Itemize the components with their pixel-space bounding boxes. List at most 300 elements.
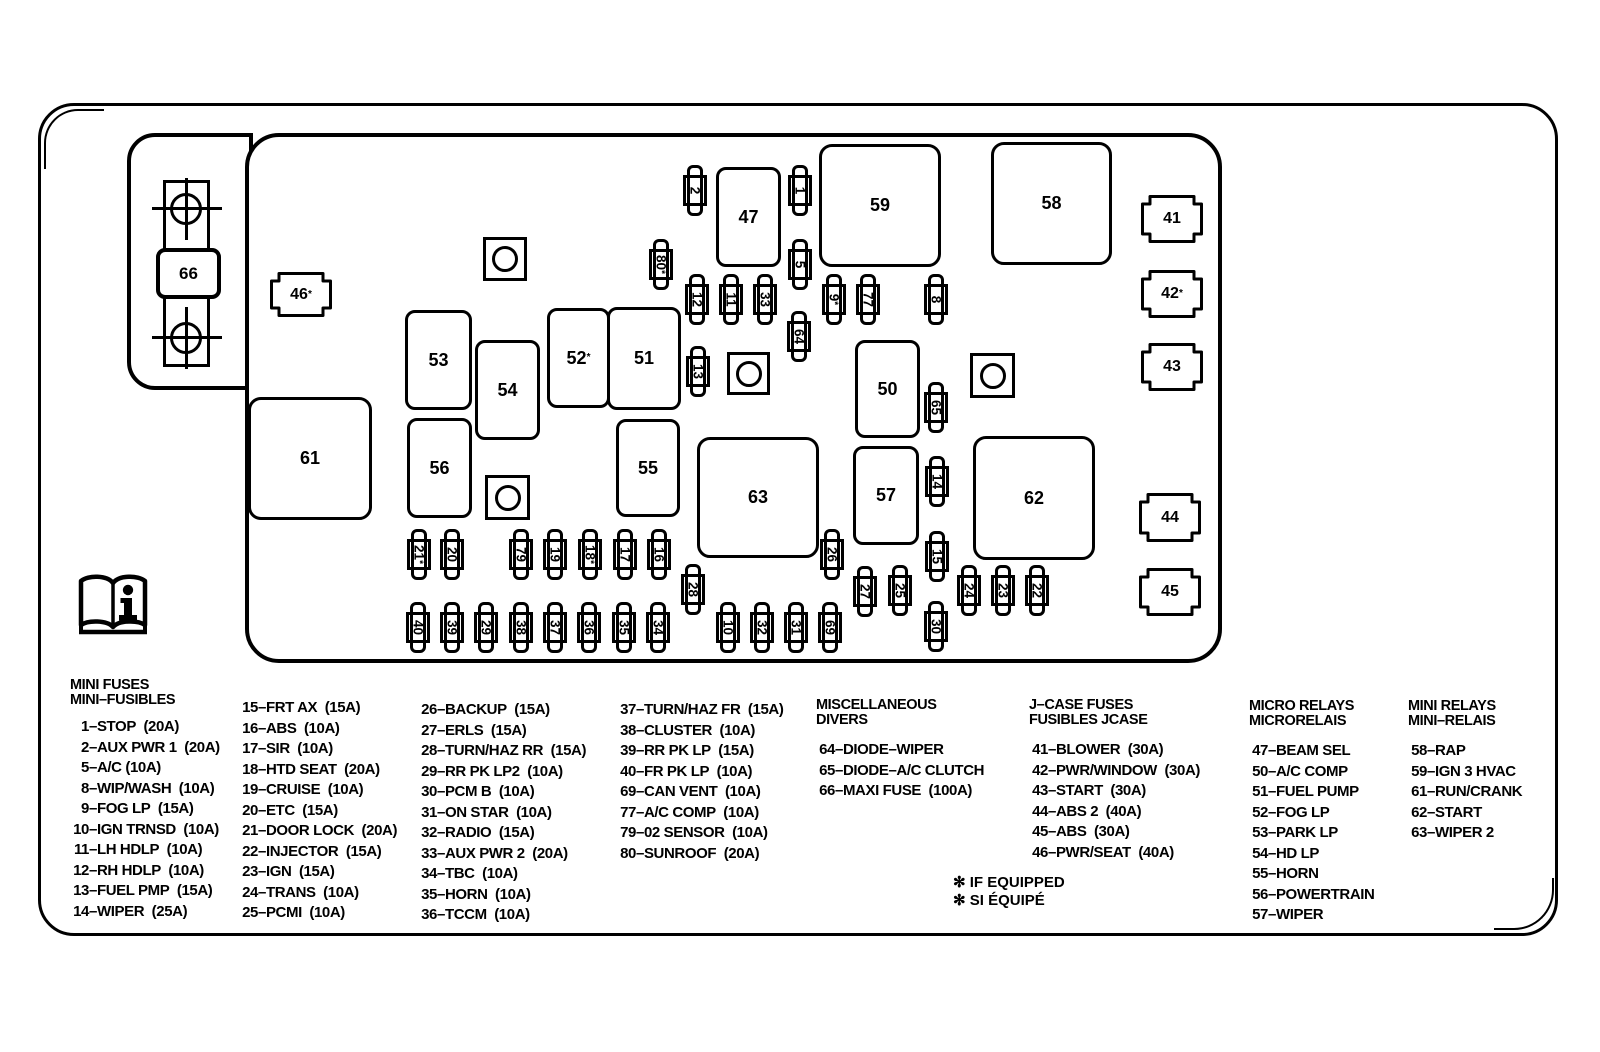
legend-item-label: IGN TRNSD (10A) — [96, 820, 219, 838]
mini-fuse-label: 10 — [720, 619, 736, 636]
legend-item-number: 21 — [242, 822, 258, 840]
legend-item-number: 38 — [620, 721, 636, 739]
legend-item-30 — [418, 782, 586, 803]
legend-item-number: 63 — [1411, 824, 1427, 842]
legend-item-label: INJECTOR (15A) — [265, 842, 382, 860]
legend-item-label: 02 SENSOR (10A) — [643, 824, 768, 842]
legend-item-63 — [1408, 823, 1522, 844]
legend-item-dash: – — [258, 760, 266, 778]
legend-column-header: FUSIBLES JCASE — [1029, 711, 1148, 728]
mini-fuse-28 — [681, 564, 705, 615]
legend-item-number: 12 — [73, 861, 89, 879]
legend-item-dash: – — [1427, 783, 1435, 801]
legend-item-dash: – — [437, 844, 445, 862]
legend-item-number: 44 — [1032, 802, 1048, 820]
legend-item-dash: – — [1268, 803, 1276, 821]
legend-item-dash: – — [1427, 824, 1435, 842]
relay-52: 52 * — [547, 308, 610, 408]
legend-item-dash: – — [1268, 824, 1276, 842]
legend-item-dash: – — [89, 779, 97, 797]
mini-fuse-label: 69 — [822, 619, 838, 636]
legend-item-number: 53 — [1252, 824, 1268, 842]
legend-item-41 — [1029, 740, 1200, 761]
relay-label: 52 — [566, 347, 587, 368]
relay-label: 51 — [633, 348, 655, 368]
legend-item-label: RR PK LP (15A) — [643, 742, 754, 760]
legend-column-3 — [617, 700, 783, 864]
relay-label: 54 — [497, 379, 518, 400]
relay-label: 55 — [637, 457, 659, 478]
bolt-icon — [170, 322, 202, 354]
legend-item-number: 69 — [620, 783, 636, 801]
relay-label: 47 — [738, 206, 759, 227]
legend-item-dash: – — [437, 885, 445, 903]
legend-item-label: LH HDLP (10A) — [96, 841, 203, 859]
relay-label: 56 — [429, 457, 450, 478]
legend-column-header: MINI RELAYS — [1408, 698, 1496, 714]
legend-item-43 — [1029, 781, 1200, 802]
legend-item-label: BLOWER (30A) — [1055, 741, 1164, 758]
legend-item-dash: – — [1268, 762, 1276, 780]
mini-fuse-label: 1 — [792, 186, 808, 195]
legend-item-dash: – — [636, 701, 644, 718]
legend-item-label: AUX PWR 2 (20A) — [444, 844, 568, 862]
legend-item-33 — [418, 844, 586, 865]
mini-fuse-label: 27 — [857, 583, 873, 600]
note-star-icon: ✻ — [953, 874, 966, 891]
footnote-0 — [953, 874, 1065, 892]
legend-item-dash: – — [1048, 823, 1056, 841]
legend-item-29 — [418, 762, 586, 783]
legend-item-label: DOOR LOCK (20A) — [265, 822, 398, 840]
legend-item-number: 36 — [421, 906, 437, 924]
legend-item-label: HTD SEAT (20A) — [265, 760, 380, 778]
legend-item-label: RR PK LP2 (10A) — [444, 762, 563, 780]
mini-fuse-label: 40 — [410, 619, 426, 636]
legend-item-dash: – — [636, 803, 644, 821]
legend-item-dash: – — [89, 861, 97, 879]
mini-fuse-label: 77 — [860, 291, 876, 308]
legend-item-label: PCM B (10A) — [444, 783, 535, 801]
legend-item-label: PWR/WINDOW (30A) — [1055, 761, 1200, 779]
legend-item-36 — [418, 905, 586, 926]
mini-fuse-21: 21 * — [407, 529, 431, 580]
note-star-icon: ✻ — [953, 891, 966, 909]
legend-item-label: A/C COMP — [1275, 762, 1348, 780]
legend-item-number: 30 — [421, 783, 437, 801]
legend-item-label: AUX PWR 1 (20A) — [96, 738, 220, 756]
mini-fuse-label: 18 — [582, 545, 598, 561]
mini-fuse-19 — [543, 529, 567, 580]
mini-fuse-label: 2 — [687, 186, 703, 195]
legend-item-dash: – — [437, 803, 445, 821]
mounting-hole — [485, 475, 530, 520]
legend-item-number: 35 — [421, 885, 437, 903]
legend-item-51 — [1249, 782, 1374, 803]
legend-item-dash: – — [89, 738, 97, 756]
mini-fuse-label: 29 — [478, 619, 494, 636]
legend-item-27 — [418, 721, 586, 742]
relay-label: 53 — [428, 349, 449, 370]
mini-fuse-36 — [577, 602, 601, 653]
legend-item-number: 13 — [73, 882, 89, 900]
legend-item-dash: – — [89, 882, 97, 900]
legend-column-header: MINI FUSES — [70, 677, 149, 693]
mini-fuse-18: 18 * — [578, 529, 602, 580]
legend-item-label: FUEL PUMP — [1275, 783, 1359, 801]
legend-item-19 — [239, 780, 397, 801]
legend-item-dash: – — [437, 824, 445, 842]
legend-item-dash: – — [437, 742, 445, 760]
legend-item-dash: – — [636, 742, 644, 760]
legend-column-header: MINI–RELAIS — [1408, 712, 1496, 729]
mini-fuse-16 — [647, 529, 671, 580]
legend-item-label: RUN/CRANK — [1434, 783, 1523, 801]
legend-column-header: MISCELLANEOUS — [816, 697, 937, 713]
legend-item-number: 59 — [1411, 762, 1427, 780]
legend-item-47 — [1249, 741, 1374, 762]
legend-item-number: 16 — [242, 719, 258, 737]
legend-item-label: HORN (10A) — [444, 885, 531, 903]
jcase-fuse-46: 46 * — [270, 272, 332, 317]
legend-item-number: 58 — [1411, 742, 1427, 759]
legend-item-50 — [1249, 762, 1374, 783]
legend-item-number: 62 — [1411, 803, 1427, 821]
legend-item-label: TURN/HAZ RR (15A) — [444, 742, 587, 760]
legend-item-number: 11 — [73, 841, 89, 859]
legend-item-number: 56 — [1252, 885, 1268, 903]
legend-item-number: 37 — [620, 701, 636, 718]
legend-item-dash: – — [437, 721, 445, 739]
owners-manual-book-icon — [72, 571, 154, 641]
legend-item-number: 25 — [242, 904, 258, 922]
legend-item-label: WIP/WASH (10A) — [96, 779, 215, 797]
legend-item-18 — [239, 760, 397, 781]
legend-item-14 — [70, 902, 220, 923]
mini-fuse-label: 26 — [824, 546, 840, 563]
legend-item-label: WIPER 2 — [1434, 824, 1494, 842]
legend-item-dash: – — [89, 841, 97, 859]
maxi-fuse-66-label: 66 — [179, 263, 198, 283]
legend-item-dash: – — [1048, 782, 1056, 800]
maxi-fuse-66 — [156, 248, 221, 299]
mini-fuse-label: 36 — [581, 619, 597, 636]
mini-fuse-27 — [853, 566, 877, 617]
mini-fuse-13 — [686, 346, 710, 397]
legend-item-number: 9 — [81, 800, 89, 818]
relay-63 — [697, 437, 819, 558]
legend-item-number: 29 — [421, 762, 437, 780]
relay-50 — [855, 340, 920, 438]
jcase-fuse-label: 43 — [1163, 358, 1181, 375]
legend-item-dash: – — [89, 718, 97, 735]
legend-item-number: 14 — [73, 902, 89, 920]
legend-item-5 — [70, 758, 220, 779]
legend-item-32 — [418, 823, 586, 844]
footnote-text: IF EQUIPPED — [969, 874, 1065, 891]
legend-item-number: 34 — [421, 865, 437, 883]
mini-fuse-33 — [753, 274, 777, 325]
legend-column-header: DIVERS — [816, 711, 868, 728]
mini-fuse-label: 25 — [892, 582, 908, 599]
mini-fuse-label: 37 — [547, 619, 563, 636]
legend-item-number: 8 — [81, 779, 89, 797]
legend-item-53 — [1249, 823, 1374, 844]
legend-item-40 — [617, 762, 783, 783]
mini-fuse-label: 31 — [788, 619, 804, 636]
legend-item-label: ABS (10A) — [265, 719, 340, 737]
jcase-fuse-label: 46 — [290, 285, 308, 303]
legend-item-dash: – — [1427, 803, 1435, 821]
mini-fuse-label: 9 — [826, 293, 842, 302]
legend-item-12 — [70, 861, 220, 882]
legend-item-62 — [1408, 803, 1522, 824]
legend-item-37 — [617, 700, 783, 721]
legend-item-54 — [1249, 844, 1374, 865]
mini-fuse-label: 22 — [1029, 582, 1045, 599]
relay-59 — [819, 144, 941, 267]
legend-item-61 — [1408, 782, 1522, 803]
jcase-fuse-44 — [1139, 493, 1201, 542]
legend-item-42 — [1029, 761, 1200, 782]
legend-item-number: 57 — [1252, 906, 1268, 924]
legend-item-dash: – — [1268, 742, 1276, 759]
legend-item-label: START (30A) — [1055, 782, 1146, 800]
relay-51 — [607, 307, 681, 410]
relay-label: 59 — [869, 195, 891, 215]
legend-item-label: IGN (15A) — [265, 863, 335, 881]
legend-column-0 — [70, 678, 220, 922]
mini-fuse-label: 17 — [617, 546, 633, 563]
mini-fuse-15 — [925, 531, 949, 582]
relay-61 — [248, 397, 372, 520]
bolt-icon — [170, 193, 202, 225]
legend-item-dash: – — [835, 782, 843, 800]
mounting-hole-circle-icon — [980, 363, 1006, 389]
legend-column-header: J–CASE FUSES — [1029, 697, 1133, 713]
relay-57 — [853, 446, 919, 545]
relay-label: 57 — [875, 485, 897, 505]
legend-item-dash: – — [258, 904, 266, 922]
legend-item-number: 31 — [421, 803, 437, 821]
legend-item-dash: – — [258, 781, 266, 799]
mini-fuse-30 — [924, 601, 948, 652]
legend-item-number: 52 — [1252, 803, 1268, 821]
legend-item-11 — [70, 840, 220, 861]
legend-item-number: 20 — [242, 801, 258, 819]
legend-item-dash: – — [1427, 742, 1435, 759]
legend-item-label: START — [1434, 803, 1482, 821]
legend-item-label: DIODE–WIPER — [842, 741, 944, 758]
legend-item-number: 22 — [242, 842, 258, 860]
legend-item-20 — [239, 801, 397, 822]
legend-item-label: PWR/SEAT (40A) — [1055, 843, 1174, 861]
legend-item-69 — [617, 782, 783, 803]
legend-item-77 — [617, 803, 783, 824]
legend-item-number: 17 — [242, 740, 258, 758]
legend-item-52 — [1249, 803, 1374, 824]
legend-item-dash: – — [437, 906, 445, 924]
legend-item-dash: – — [258, 740, 266, 758]
legend-item-9 — [70, 799, 220, 820]
legend-item-10 — [70, 820, 220, 841]
legend-item-number: 51 — [1252, 783, 1268, 801]
mini-fuse-label: 19 — [547, 546, 563, 563]
legend-item-80 — [617, 844, 783, 865]
legend-item-number: 24 — [242, 883, 258, 901]
legend-item-number: 23 — [242, 863, 258, 881]
mini-fuse-label: 11 — [723, 292, 739, 307]
relay-53 — [405, 310, 472, 410]
legend-item-label: ETC (15A) — [265, 801, 338, 819]
legend-item-dash: – — [89, 800, 97, 818]
legend-item-dash: – — [835, 741, 843, 758]
jcase-fuse-43 — [1141, 343, 1203, 391]
legend-item-number: 61 — [1411, 783, 1427, 801]
mini-fuse-label: 5 — [792, 260, 808, 269]
mini-fuse-label: 12 — [689, 291, 705, 308]
relay-label: 61 — [299, 448, 321, 468]
mini-fuse-label: 32 — [754, 619, 770, 636]
mini-fuse-label: 23 — [995, 582, 1011, 599]
legend-item-35 — [418, 885, 586, 906]
legend-item-number: 39 — [620, 742, 636, 760]
legend-item-number: 42 — [1032, 761, 1048, 779]
jcase-fuse-label: 41 — [1163, 210, 1181, 227]
jcase-fuse-label: 44 — [1161, 508, 1179, 526]
legend-item-57 — [1249, 905, 1374, 926]
mini-fuse-label: 34 — [650, 619, 666, 636]
mini-fuse-20 — [440, 529, 464, 580]
mini-fuse-label: 21 — [411, 545, 427, 561]
legend-item-dash: – — [636, 762, 644, 780]
legend-item-label: WIPER (25A) — [96, 902, 188, 920]
legend-item-dash: – — [89, 759, 97, 777]
mounting-hole-circle-icon — [492, 246, 518, 272]
legend-item-label: FR PK LP (10A) — [643, 762, 753, 780]
legend-item-label: DIODE–A/C CLUTCH — [842, 761, 985, 779]
legend-column-header: MICRO RELAYS — [1249, 698, 1355, 714]
legend-item-number: 40 — [620, 762, 636, 780]
legend-item-dash: – — [1268, 783, 1276, 801]
legend-column-2 — [418, 700, 586, 926]
mini-fuse-label: 30 — [928, 618, 944, 635]
mini-fuse-label: 13 — [690, 363, 706, 380]
legend-item-label: TURN/HAZ FR (15A) — [643, 701, 784, 718]
legend-item-number: 43 — [1032, 782, 1048, 800]
mini-fuse-34 — [646, 602, 670, 653]
legend-item-number: 46 — [1032, 843, 1048, 861]
relay-label: 62 — [1023, 487, 1045, 508]
legend-item-label: RH HDLP (10A) — [96, 861, 204, 879]
relay-58 — [991, 142, 1112, 265]
legend-item-number: 55 — [1252, 865, 1268, 883]
jcase-fuse-41 — [1141, 195, 1203, 243]
mini-fuse-label: 65 — [928, 399, 944, 416]
mini-fuse-label: 28 — [685, 581, 701, 598]
legend-item-label: ABS (30A) — [1055, 823, 1130, 841]
legend-item-label: A/C COMP (10A) — [643, 803, 759, 821]
legend-item-dash: – — [89, 902, 97, 920]
legend-column-header: MICRORELAIS — [1249, 712, 1347, 729]
footnotes — [953, 874, 1065, 909]
footnote-1 — [953, 892, 1065, 910]
legend-item-label: IGN 3 HVAC — [1434, 762, 1516, 780]
legend-item-label: FOG LP (15A) — [96, 800, 194, 818]
legend-item-number: 54 — [1252, 844, 1268, 862]
legend-item-number: 18 — [242, 760, 258, 778]
jcase-fuse-45 — [1139, 568, 1201, 616]
mini-fuse-25 — [888, 565, 912, 616]
legend-item-dash: – — [258, 842, 266, 860]
legend-item-dash: – — [636, 783, 644, 801]
legend-item-15 — [239, 698, 397, 719]
relay-62 — [973, 436, 1095, 560]
relay-54 — [475, 340, 540, 440]
mini-fuse-label: 8 — [928, 295, 944, 304]
legend-item-26 — [418, 700, 586, 721]
legend-item-number: 50 — [1252, 762, 1268, 780]
legend-item-number: 10 — [73, 820, 89, 838]
legend-item-66 — [816, 781, 984, 802]
legend-item-1 — [70, 717, 220, 738]
legend-item-number: 41 — [1032, 741, 1048, 758]
legend-item-dash: – — [1268, 844, 1276, 862]
legend-item-number: 32 — [421, 824, 437, 842]
legend-item-label: WIPER — [1275, 906, 1324, 924]
legend-item-dash: – — [258, 863, 266, 881]
legend-item-dash: – — [437, 701, 445, 718]
legend-column-1 — [239, 698, 397, 924]
legend-item-46 — [1029, 843, 1200, 864]
relay-label: 50 — [877, 378, 898, 399]
legend-item-label: POWERTRAIN — [1275, 885, 1375, 903]
legend-item-label: HD LP — [1275, 844, 1319, 862]
legend-column-6 — [1249, 699, 1374, 926]
legend-item-22 — [239, 842, 397, 863]
legend-item-dash: – — [89, 820, 97, 838]
mini-fuse-26 — [820, 529, 844, 580]
legend-item-dash: – — [437, 865, 445, 883]
legend-item-dash: – — [1268, 885, 1276, 903]
legend-item-number: 26 — [421, 701, 437, 718]
legend-item-number: 45 — [1032, 823, 1048, 841]
mini-fuse-8 — [924, 274, 948, 325]
mini-fuse-77 — [856, 274, 880, 325]
legend-item-64 — [816, 740, 984, 761]
legend-column-5 — [1029, 698, 1200, 863]
mounting-hole-circle-icon — [736, 361, 762, 387]
legend-item-dash: – — [1048, 761, 1056, 779]
legend-item-58 — [1408, 741, 1522, 762]
legend-item-dash: – — [636, 844, 644, 862]
legend-item-dash: – — [258, 801, 266, 819]
legend-item-28 — [418, 741, 586, 762]
legend-item-number: 33 — [421, 844, 437, 862]
mounting-hole — [483, 237, 527, 281]
mini-fuse-label: 35 — [616, 619, 632, 636]
legend-item-17 — [239, 739, 397, 760]
legend-item-dash: – — [636, 824, 644, 842]
legend-item-label: BEAM SEL — [1275, 742, 1351, 759]
legend-item-label: RADIO (15A) — [444, 824, 535, 842]
legend-item-number: 77 — [620, 803, 636, 821]
mini-fuse-label: 14 — [929, 473, 945, 490]
legend-column-7 — [1408, 699, 1522, 844]
relay-47 — [716, 167, 781, 267]
relay-label: 63 — [747, 487, 769, 507]
jcase-fuse-label: 45 — [1161, 583, 1179, 600]
